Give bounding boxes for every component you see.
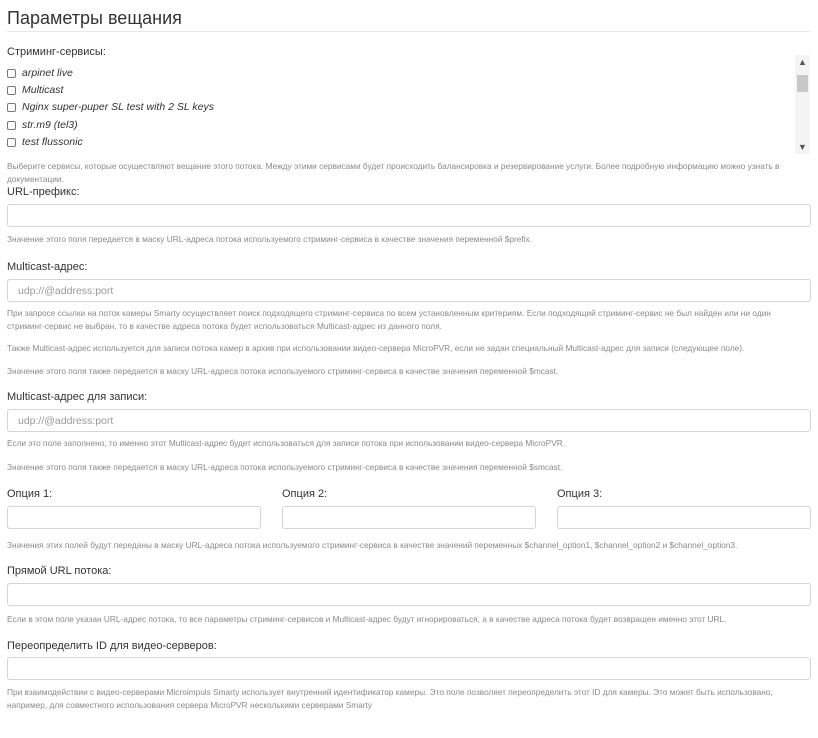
multicast-help-2: Также Multicast-адрес используется для записи потока камер в архив при использовании видео-сервера MicroPVR, если не задан специальный Multicast-адрес для записи (следующее поле).	[7, 343, 745, 353]
streaming-services-list[interactable]	[7, 62, 811, 154]
url-prefix-input[interactable]	[7, 204, 811, 227]
service-label: Multicast	[22, 84, 64, 96]
multicast-input[interactable]: udp://@address:port	[7, 279, 811, 302]
service-label: Nginx super-puper SL test with 2 SL keys	[22, 101, 215, 113]
override-id-help: При взаимодействии с видео-серверами Microimpuls Smarty использует внутренний идентификатор камеры. Это поле позволяет переопределить этот ID для камеры. Это может быть использовано, например, для совместного использования сервера MicroPVR несколькими серверами Smarty	[7, 687, 773, 710]
url-prefix-label: URL-префикс:	[7, 186, 80, 198]
multicast-label: Multicast-адрес:	[7, 261, 88, 273]
multicast-help-1: При запросе ссылки на поток камеры Smarty осуществляет поиск подходящего стриминг-сервиса по всем установленным критериям. Если подходящий стриминг-сервис не был найден или ни один стриминг-сервис не выбран, то в качестве адреса потока будет использоваться Multicast-адрес из данного поля.	[7, 308, 771, 331]
service-label: test flussonic	[22, 136, 83, 148]
direct-url-input[interactable]	[7, 583, 811, 606]
service-checkbox[interactable]	[7, 138, 16, 147]
options-help: Значения этих полей будут переданы в маску URL-адреса потока используемого стриминг-сервиса в качестве значений переменных $channel_option1, $channel_option2 и $channel_option3.	[7, 540, 738, 550]
multicast-rec-help-1: Если это поле заполнено, то именно этот Multicast-адрес будет использоваться для записи потока при использовании видео-сервера MicroPVR.	[7, 438, 566, 448]
option-1-label: Опция 1:	[7, 488, 53, 500]
service-item-str-m9[interactable]	[7, 118, 78, 132]
service-label: str.m9 (tel3)	[22, 119, 78, 131]
streaming-services-help: Выберите сервисы, которые осуществляют вещание этого потока. Между этими сервисами будет происходить балансировка и резервирование услуги. Более подробную информацию можно узнать в документации.	[7, 161, 780, 184]
override-id-label: Переопределить ID для видео-серверов:	[7, 640, 217, 652]
service-label: arpinet live	[22, 67, 73, 79]
override-id-input[interactable]	[7, 657, 811, 680]
chevron-up-icon[interactable]: ▲	[798, 57, 807, 67]
option-3-input[interactable]	[557, 506, 811, 529]
option-3-label: Опция 3:	[557, 488, 603, 500]
service-checkbox[interactable]	[7, 86, 16, 95]
multicast-rec-label: Multicast-адрес для записи:	[7, 391, 148, 403]
multicast-rec-input[interactable]: udp://@address:port	[7, 409, 811, 432]
page-title: Параметры вещания	[7, 8, 182, 28]
title-divider	[7, 31, 810, 32]
direct-url-label: Прямой URL потока:	[7, 565, 112, 577]
url-prefix-help: Значение этого поля передается в маску URL-адреса потока используемого стриминг-сервиса в качестве значения переменной $prefix.	[7, 234, 532, 244]
service-checkbox[interactable]	[7, 121, 16, 130]
option-1-input[interactable]	[7, 506, 261, 529]
chevron-down-icon[interactable]: ▼	[798, 142, 807, 152]
service-item-multicast[interactable]	[7, 83, 63, 97]
scrollbar-thumb[interactable]	[797, 75, 808, 92]
option-2-label: Опция 2:	[282, 488, 328, 500]
service-checkbox[interactable]	[7, 69, 16, 78]
service-item-test-flussonic[interactable]	[7, 135, 83, 149]
option-2-input[interactable]	[282, 506, 536, 529]
multicast-help-3: Значение этого поля также передается в маску URL-адреса потока используемого стриминг-сервиса в качестве значения переменной $mcast.	[7, 366, 559, 376]
multicast-rec-help-2: Значение этого поля также передается в маску URL-адреса потока используемого стриминг-сервиса в качестве значения переменной $smcast.	[7, 462, 563, 472]
streaming-services-label: Стриминг-сервисы:	[7, 46, 106, 58]
service-checkbox[interactable]	[7, 103, 16, 112]
service-item-arpinet-live[interactable]	[7, 66, 73, 80]
direct-url-help: Если в этом поле указан URL-адрес потока, то все параметры стриминг-сервисов и Multicast-адрес будут игнорироваться, а в качестве адреса потока будет возвращен именно этот URL.	[7, 614, 727, 624]
service-item-nginx[interactable]	[7, 100, 214, 114]
services-scrollbar[interactable]	[795, 55, 810, 154]
